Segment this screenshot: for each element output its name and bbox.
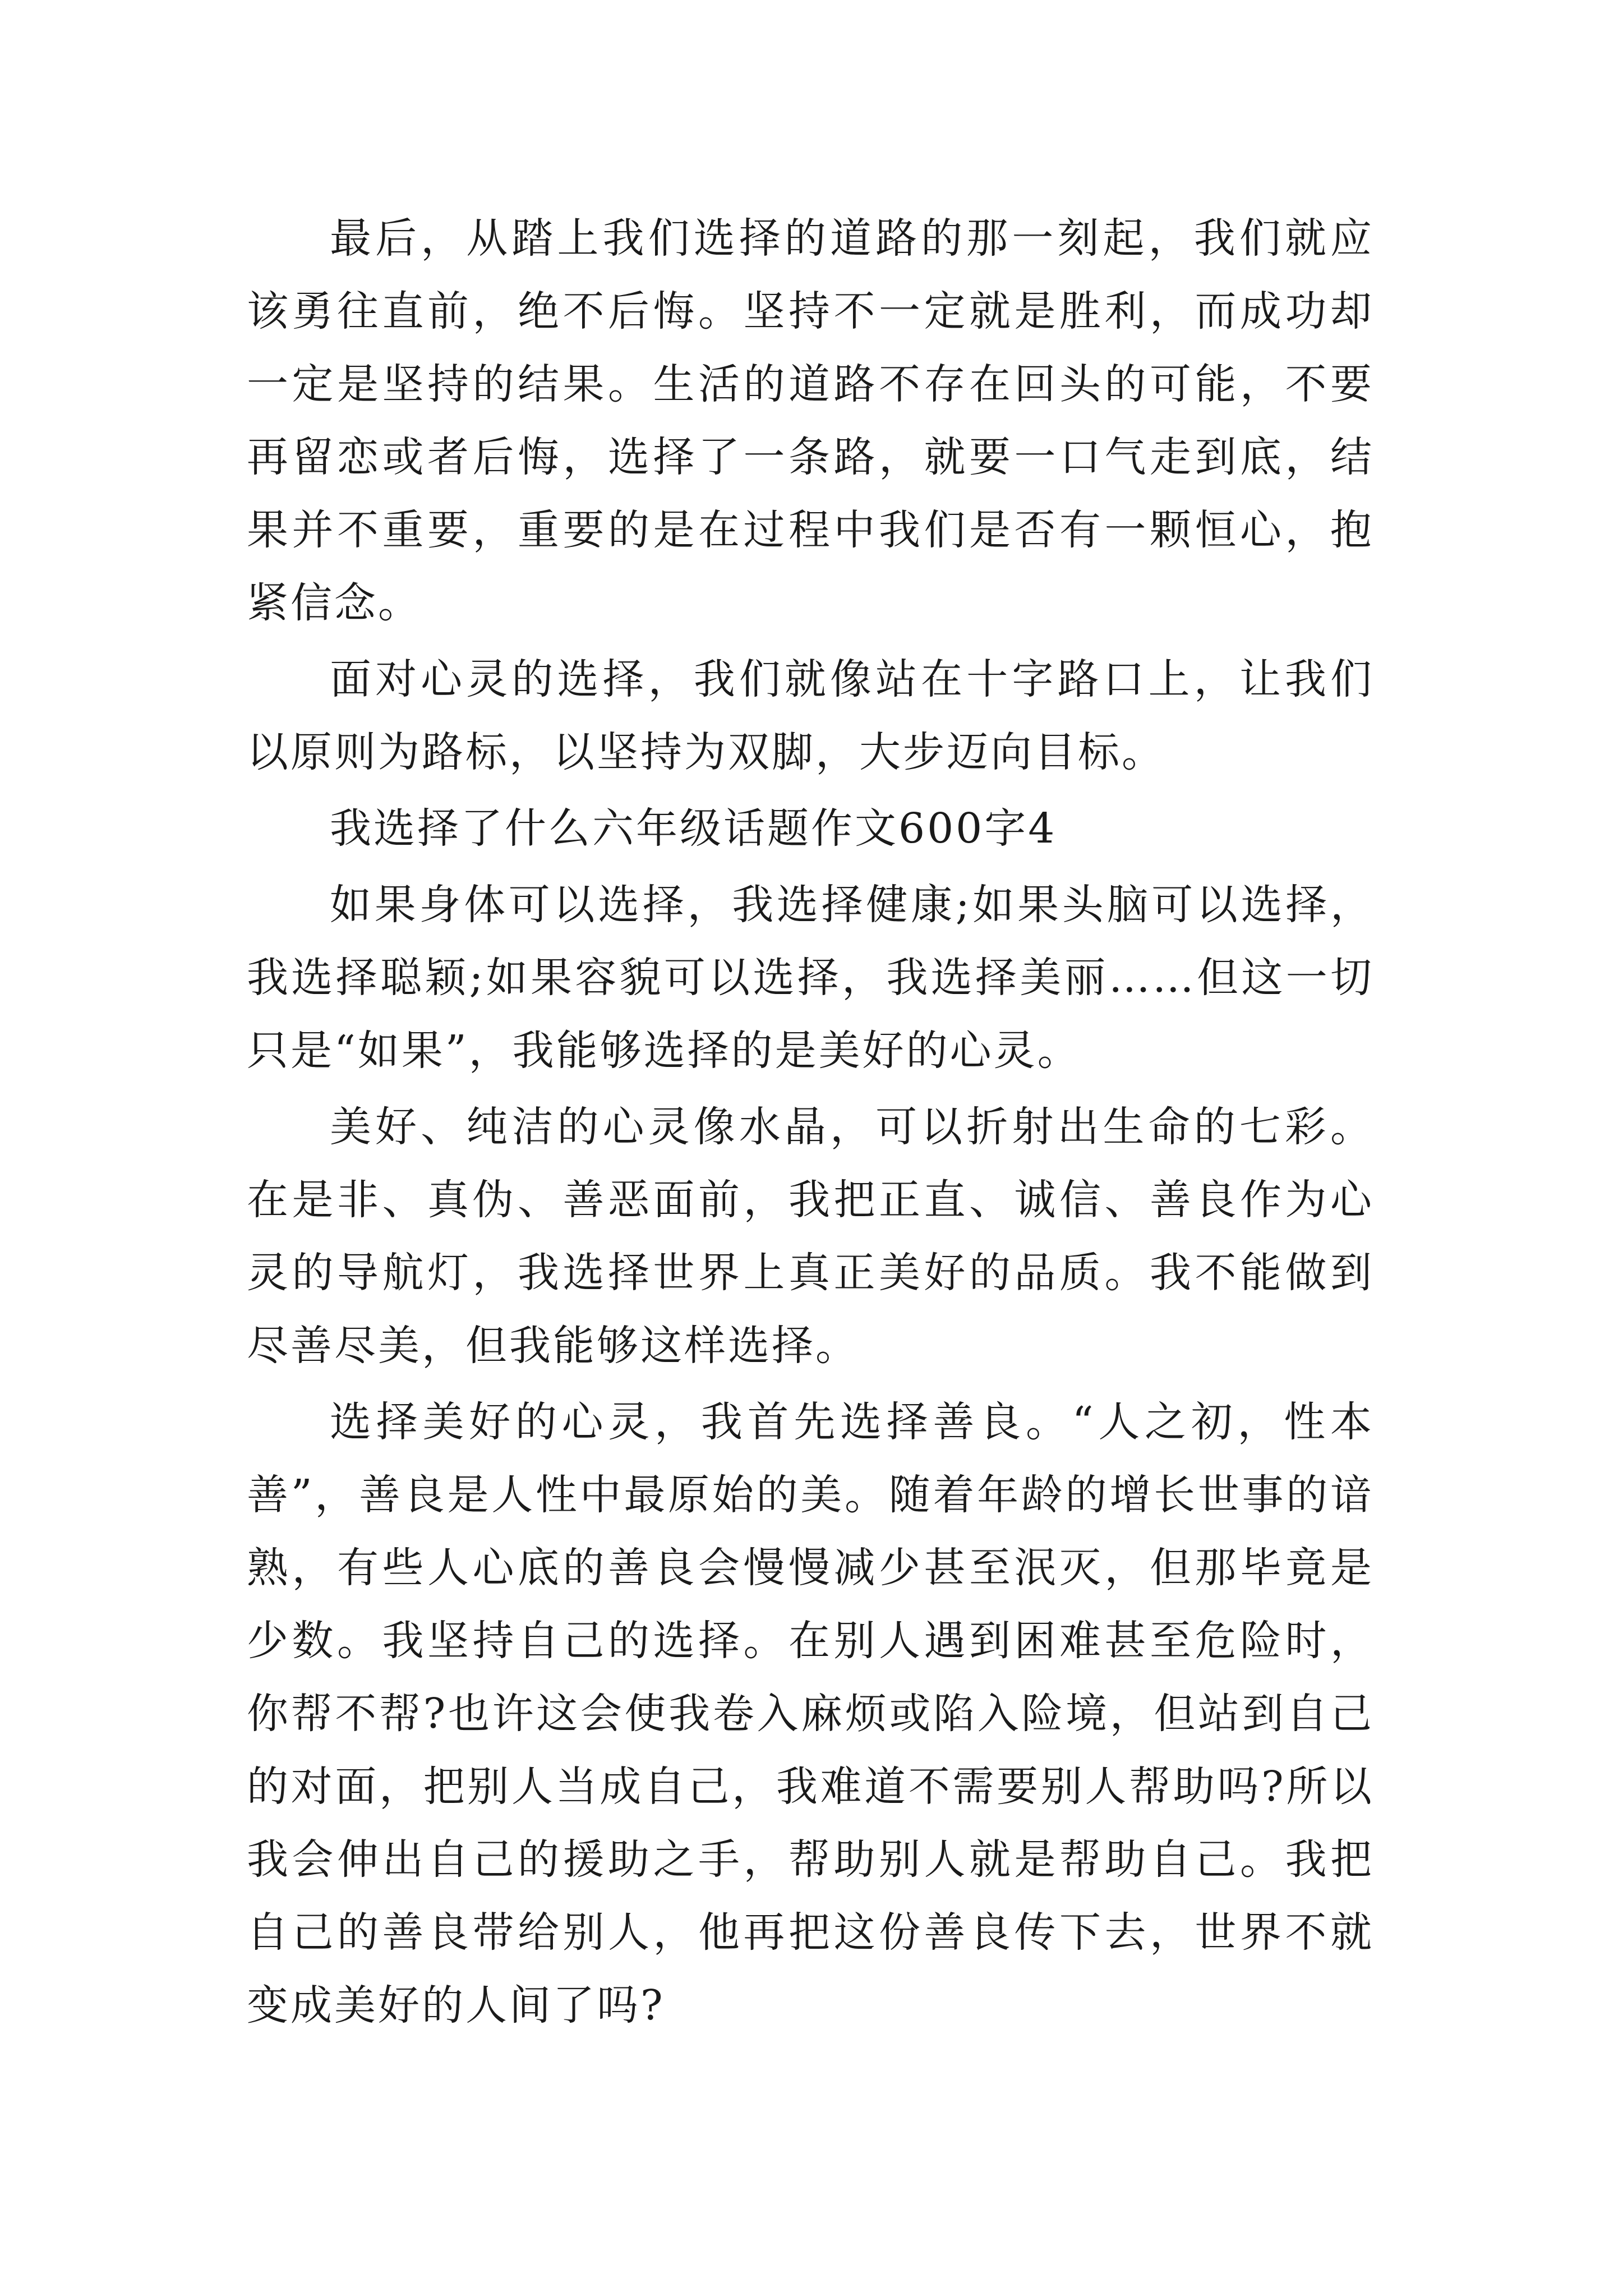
paragraph-crossroads: 面对心灵的选择，我们就像站在十字路口上，让我们以原则为路标，以坚持为双脚，大步迈向目标。 xyxy=(247,655,1374,776)
document-body xyxy=(247,202,1374,2045)
paragraph-if-choose: 如果身体可以选择，我选择健康;如果头脑可以选择，我选择聪颖;如果容貌可以选择，我选择美丽……但这一切只是“如果”，我能够选择的是美好的心灵。 xyxy=(247,881,1374,1075)
paragraph-conclusion: 最后，从踏上我们选择的道路的那一刻起，我们就应该勇往直前，绝不后悔。坚持不一定就是胜利，而成功却一定是坚持的结果。生活的道路不存在回头的可能，不要再留恋或者后悔，选择了一条路，就要一口气走到底，结果并不重要，重要的是在过程中我们是否有一颗恒心，抱紧信念。 xyxy=(247,214,1374,627)
paragraph-crystal-heart: 美好、纯洁的心灵像水晶，可以折射出生命的七彩。在是非、真伪、善恶面前，我把正直、诚信、善良作为心灵的导航灯，我选择世界上真正美好的品质。我不能做到尽善尽美，但我能够这样选择。 xyxy=(247,1103,1374,1370)
essay-title: 我选择了什么六年级话题作文600字4 xyxy=(330,804,1057,853)
paragraph-kindness: 选择美好的心灵，我首先选择善良。“人之初，性本善”，善良是人性中最原始的美。随着年龄的增长世事的谙熟，有些人心底的善良会慢慢减少甚至泯灭，但那毕竟是少数。我坚持自己的选择。在别人遇到困难甚至危险时，你帮不帮?也许这会使我卷入麻烦或陷入险境，但站到自己的对面，把别人当成自己，我难道不需要别人帮助吗?所以我会伸出自己的援助之手，帮助别人就是帮助自己。我把自己的善良带给别人，他再把这份善良传下去，世界不就变成美好的人间了吗? xyxy=(247,1398,1374,2030)
